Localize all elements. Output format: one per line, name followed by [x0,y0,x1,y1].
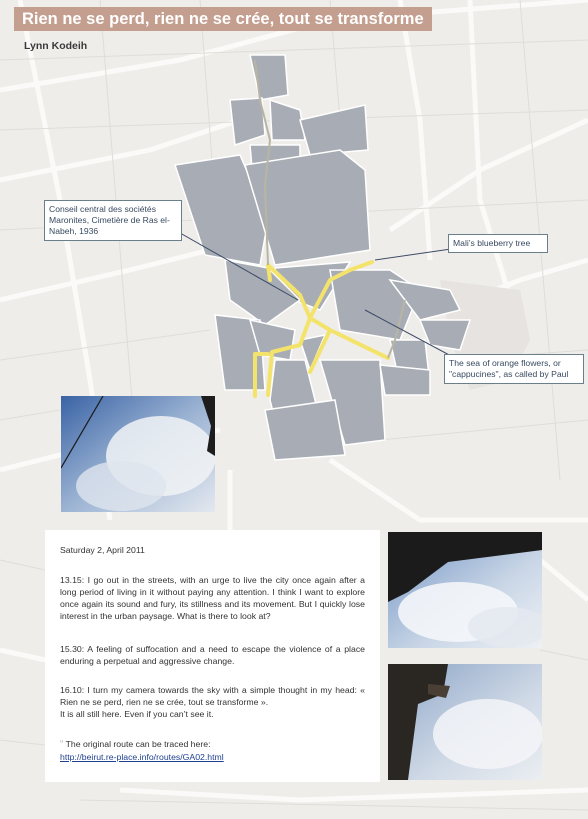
sky-photo-2 [388,532,542,648]
callout-blueberry-text: Mali’s blueberry tree [453,238,531,248]
callout-orange-flowers [444,354,584,384]
journal-entry-1610 [60,684,365,720]
journal-entry-1610-text: 16.10: I turn my camera towards the sky with a simple thought in my head: « Rien ne se perd, rien ne se crée, tout se transforme ». [60,685,365,707]
journal-entry-1315: 13.15: I go out in the streets, with an urge to live the city once again after a long period of living in it without paying any attention. I think I want to explore once again its sound and fury, its stillness and its movement. But I quickly lose interest in the urban paysage. What is there to look at? [60,575,365,621]
route-intro: The original route can be traced here: [65,739,211,749]
callout-blueberry [448,234,548,253]
sky-photo-1 [61,396,215,512]
route-reference [60,738,365,763]
callout-conseil-text: Conseil central des sociétés Maronites, Cimetière de Ras el-Nabeh, 1936 [49,204,170,236]
callout-conseil [44,200,182,241]
journal-entry-1530: 15.30: A feeling of suffocation and a need to escape the violence of a place enduring a perpetual and aggressive change. [60,644,365,666]
journal-entry-1610-closing: It is all still here. Even if you can’t see it. [60,709,214,719]
author-name: Lynn Kodeih [24,40,88,52]
journal-date: Saturday 2, April 2011 [60,545,145,555]
sky-photo-3 [388,664,542,780]
callout-orange-text: The sea of orange flowers, or "cappucines", as called by Paul [449,358,569,379]
page-title: Rien ne se perd, rien ne se crée, tout se transforme [14,7,432,31]
journal-panel [45,530,380,782]
route-link[interactable]: http://beirut.re-place.info/routes/GA02.html [60,752,224,762]
quote-mark-icon: “ [60,739,64,750]
